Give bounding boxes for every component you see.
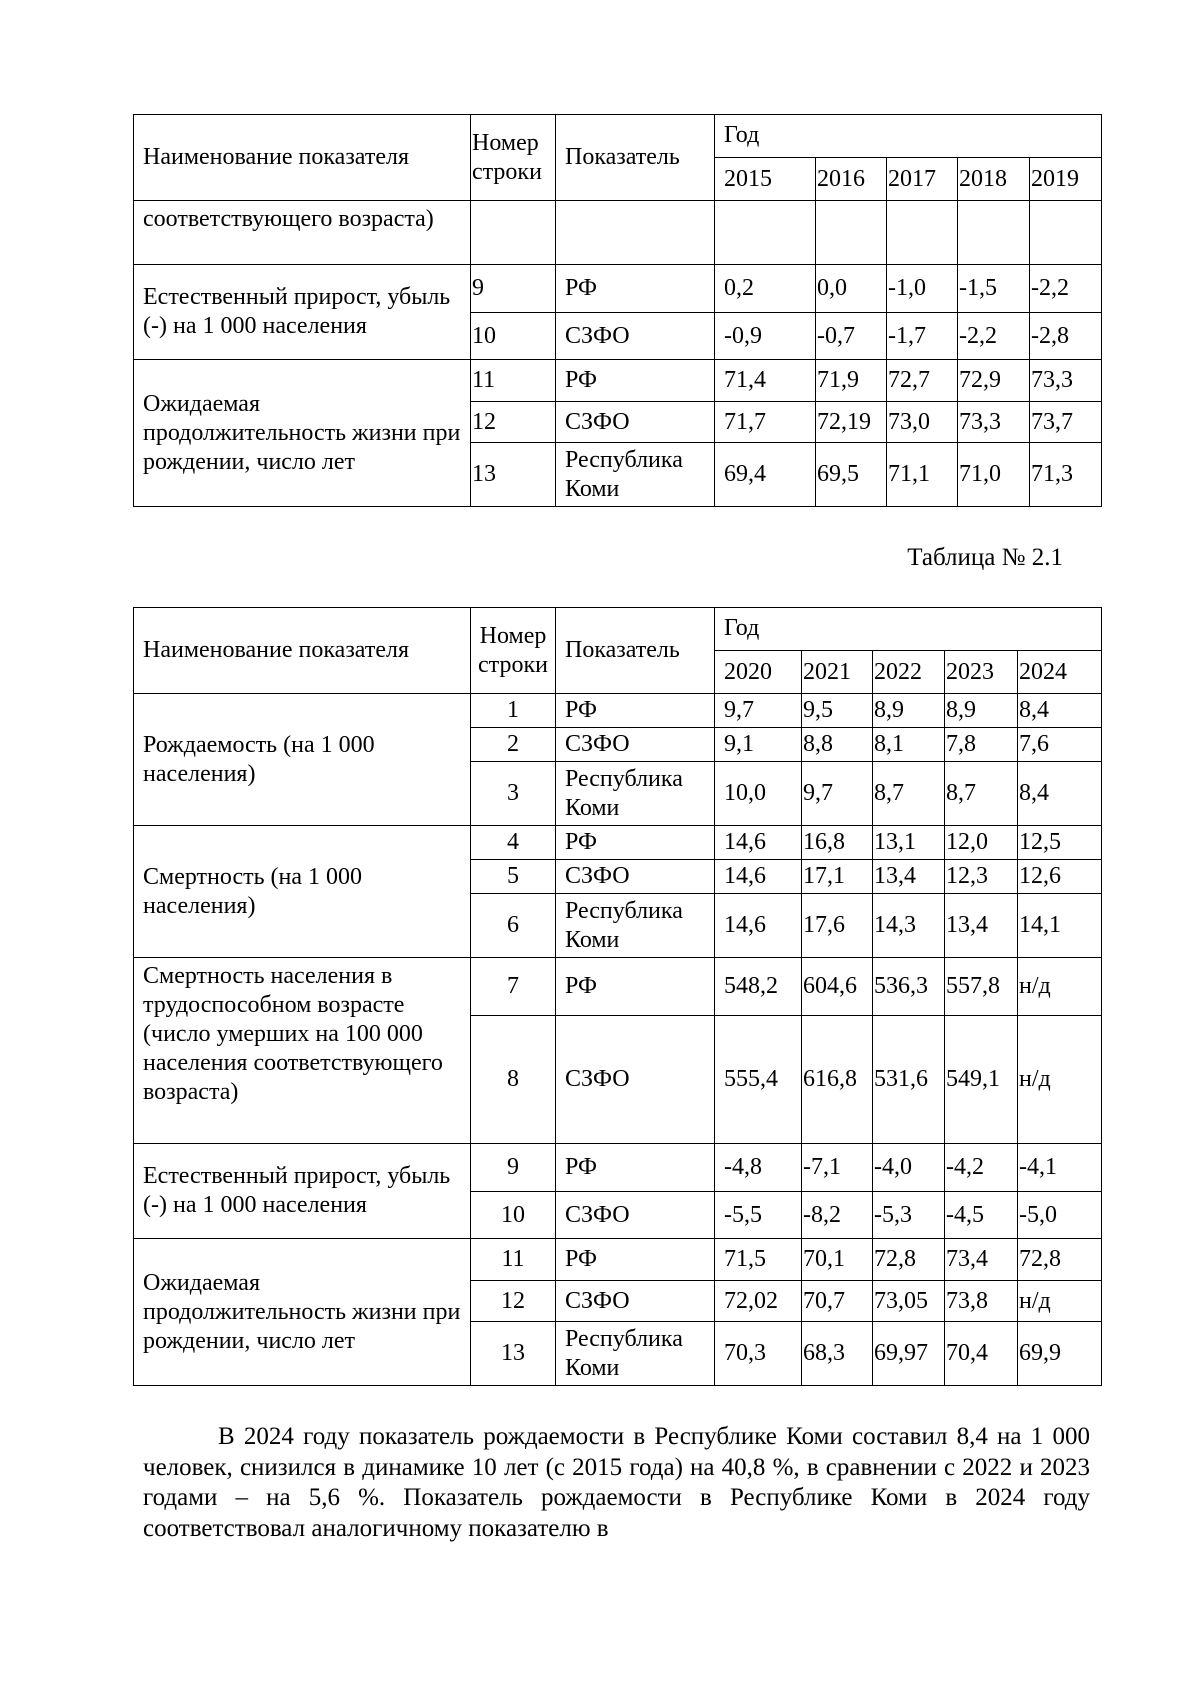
value-cell: -4,0 <box>873 1144 945 1192</box>
value-cell: -4,2 <box>945 1144 1018 1192</box>
indicator: СЗФО <box>556 402 715 443</box>
value-cell: -8,2 <box>802 1192 873 1239</box>
value-cell: 72,8 <box>873 1239 945 1281</box>
value-cell: 69,4 <box>715 443 816 507</box>
value-cell: 71,5 <box>715 1239 802 1281</box>
table-row <box>134 826 1102 860</box>
value-cell: 549,1 <box>945 1016 1018 1144</box>
value-cell: 71,0 <box>958 443 1030 507</box>
value-cell: 69,9 <box>1018 1322 1102 1386</box>
value-cell: 9,1 <box>715 728 802 762</box>
value-cell: -5,0 <box>1018 1192 1102 1239</box>
indicator: СЗФО <box>556 860 715 894</box>
value-cell: 9,7 <box>802 762 873 826</box>
value-cell: -1,7 <box>887 313 958 360</box>
header-row-number: Номер строки <box>471 115 556 201</box>
value-cell: 7,8 <box>945 728 1018 762</box>
value-cell: 72,9 <box>958 360 1030 402</box>
row-number: 3 <box>471 762 556 826</box>
value-cell: 8,9 <box>945 694 1018 728</box>
header-year-cell: 2021 <box>802 651 873 694</box>
row-number: 1 <box>471 694 556 728</box>
indicator: СЗФО <box>556 728 715 762</box>
value-cell: 71,7 <box>715 402 816 443</box>
value-cell: 14,6 <box>715 826 802 860</box>
group-name: Естественный прирост, убыль (-) на 1 000 населения <box>134 1144 471 1239</box>
row-number: 8 <box>471 1016 556 1144</box>
value-cell: 8,1 <box>873 728 945 762</box>
empty-cell <box>816 201 887 265</box>
table-row <box>134 958 1102 1016</box>
value-cell: 555,4 <box>715 1016 802 1144</box>
value-cell: 14,3 <box>873 894 945 958</box>
indicator: СЗФО <box>556 1281 715 1322</box>
table-row <box>134 1239 1102 1281</box>
indicator: РФ <box>556 1239 715 1281</box>
value-cell: 8,8 <box>802 728 873 762</box>
value-cell: 69,97 <box>873 1322 945 1386</box>
value-cell: 72,8 <box>1018 1239 1102 1281</box>
indicator: Республика Коми <box>556 1322 715 1386</box>
value-cell: н/д <box>1018 1281 1102 1322</box>
value-cell: 73,7 <box>1030 402 1102 443</box>
indicator: РФ <box>556 826 715 860</box>
row-number: 9 <box>471 265 556 313</box>
value-cell: 8,9 <box>873 694 945 728</box>
value-cell: 13,1 <box>873 826 945 860</box>
row-number: 2 <box>471 728 556 762</box>
value-cell: -4,8 <box>715 1144 802 1192</box>
group-name-continuation: соответствующего возраста) <box>134 201 471 265</box>
value-cell: 12,0 <box>945 826 1018 860</box>
value-cell: 548,2 <box>715 958 802 1016</box>
value-cell: 8,7 <box>945 762 1018 826</box>
indicator: РФ <box>556 694 715 728</box>
row-number: 7 <box>471 958 556 1016</box>
group-name: Смертность (на 1 000 населения) <box>134 826 471 958</box>
value-cell: 71,4 <box>715 360 816 402</box>
row-number: 5 <box>471 860 556 894</box>
row-number: 11 <box>471 1239 556 1281</box>
value-cell: 14,1 <box>1018 894 1102 958</box>
value-cell: 0,0 <box>816 265 887 313</box>
value-cell: 17,6 <box>802 894 873 958</box>
value-cell: 616,8 <box>802 1016 873 1144</box>
table-row <box>134 694 1102 728</box>
value-cell: 14,6 <box>715 860 802 894</box>
value-cell: 557,8 <box>945 958 1018 1016</box>
row-number: 6 <box>471 894 556 958</box>
header-year-cell: 2016 <box>816 158 887 201</box>
body-paragraph <box>143 1422 1090 1544</box>
value-cell: 8,4 <box>1018 762 1102 826</box>
value-cell: 73,0 <box>887 402 958 443</box>
indicator: СЗФО <box>556 313 715 360</box>
table-row <box>134 1144 1102 1192</box>
row-number: 13 <box>471 443 556 507</box>
value-cell: 71,1 <box>887 443 958 507</box>
value-cell: 16,8 <box>802 826 873 860</box>
value-cell: -1,5 <box>958 265 1030 313</box>
header-year-cell: 2018 <box>958 158 1030 201</box>
table-row <box>134 360 1102 402</box>
header-year-cell: 2023 <box>945 651 1018 694</box>
value-cell: н/д <box>1018 1016 1102 1144</box>
value-cell: 69,5 <box>816 443 887 507</box>
indicator: РФ <box>556 958 715 1016</box>
value-cell: 70,7 <box>802 1281 873 1322</box>
empty-cell <box>471 201 556 265</box>
indicator: СЗФО <box>556 1016 715 1144</box>
value-cell: 12,5 <box>1018 826 1102 860</box>
value-cell: 72,02 <box>715 1281 802 1322</box>
indicator: РФ <box>556 1144 715 1192</box>
value-cell: -5,5 <box>715 1192 802 1239</box>
value-cell: 8,7 <box>873 762 945 826</box>
value-cell: 536,3 <box>873 958 945 1016</box>
group-name: Рождаемость (на 1 000 населения) <box>134 694 471 826</box>
group-name: Ожидаемая продолжительность жизни при рождении, число лет <box>134 1239 471 1386</box>
group-name: Ожидаемая продолжительность жизни при рождении, число лет <box>134 360 471 507</box>
value-cell: 13,4 <box>945 894 1018 958</box>
value-cell: н/д <box>1018 958 1102 1016</box>
value-cell: 13,4 <box>873 860 945 894</box>
value-cell: -4,1 <box>1018 1144 1102 1192</box>
value-cell: 72,19 <box>816 402 887 443</box>
value-cell: 73,3 <box>1030 360 1102 402</box>
value-cell: -2,8 <box>1030 313 1102 360</box>
value-cell: 68,3 <box>802 1322 873 1386</box>
value-cell: 12,3 <box>945 860 1018 894</box>
value-cell: -1,0 <box>887 265 958 313</box>
value-cell: -2,2 <box>958 313 1030 360</box>
value-cell: 9,5 <box>802 694 873 728</box>
header-indicator: Показатель <box>556 115 715 201</box>
empty-cell <box>958 201 1030 265</box>
value-cell: 17,1 <box>802 860 873 894</box>
value-cell: 604,6 <box>802 958 873 1016</box>
header-year-cell: 2024 <box>1018 651 1102 694</box>
value-cell: 70,1 <box>802 1239 873 1281</box>
group-name: Естественный прирост, убыль (-) на 1 000 населения <box>134 265 471 360</box>
value-cell: 12,6 <box>1018 860 1102 894</box>
value-cell: 73,05 <box>873 1281 945 1322</box>
empty-cell <box>1030 201 1102 265</box>
group-name: Смертность населения в трудоспособном возрасте (число умерших на 100 000 населения соответствующего возраста) <box>134 958 471 1144</box>
row-number: 12 <box>471 402 556 443</box>
indicator: Республика Коми <box>556 894 715 958</box>
header-year-cell: 2017 <box>887 158 958 201</box>
table-caption: Таблица № 2.1 <box>907 544 1063 571</box>
value-cell: -4,5 <box>945 1192 1018 1239</box>
header-name: Наименование показателя <box>134 115 471 201</box>
value-cell: 73,4 <box>945 1239 1018 1281</box>
value-cell: 73,3 <box>958 402 1030 443</box>
value-cell: 71,9 <box>816 360 887 402</box>
value-cell: 10,0 <box>715 762 802 826</box>
value-cell: 73,8 <box>945 1281 1018 1322</box>
value-cell: -0,7 <box>816 313 887 360</box>
value-cell: 531,6 <box>873 1016 945 1144</box>
row-number: 4 <box>471 826 556 860</box>
value-cell: 71,3 <box>1030 443 1102 507</box>
header-indicator: Показатель <box>556 608 715 694</box>
header-year: Год <box>715 115 1102 158</box>
value-cell: 70,3 <box>715 1322 802 1386</box>
value-cell: 8,4 <box>1018 694 1102 728</box>
value-cell: 9,7 <box>715 694 802 728</box>
table-row <box>134 265 1102 313</box>
header-year: Год <box>715 608 1102 651</box>
value-cell: 72,7 <box>887 360 958 402</box>
value-cell: 14,6 <box>715 894 802 958</box>
row-number: 12 <box>471 1281 556 1322</box>
paragraph-text: В 2024 году показатель рождаемости в Республике Коми составил 8,4 на 1 000 человек, снизился в динамике 10 лет (с 2015 года) на 40,8 %, в сравнении с 2022 и 2023 годами – на 5,6 %. Показатель рождаемости в Республике Коми в 2024 году соответствовал аналогичному показателю в <box>143 1423 1090 1542</box>
row-number: 13 <box>471 1322 556 1386</box>
table-2020-2024 <box>133 607 1102 1386</box>
row-number: 10 <box>471 313 556 360</box>
indicator: СЗФО <box>556 1192 715 1239</box>
header-year-cell: 2022 <box>873 651 945 694</box>
indicator: РФ <box>556 265 715 313</box>
indicator: Республика Коми <box>556 443 715 507</box>
table-2015-2019 <box>133 114 1102 507</box>
empty-cell <box>715 201 816 265</box>
header-year-cell: 2019 <box>1030 158 1102 201</box>
indicator: РФ <box>556 360 715 402</box>
row-number: 9 <box>471 1144 556 1192</box>
value-cell: -0,9 <box>715 313 816 360</box>
value-cell: -7,1 <box>802 1144 873 1192</box>
row-number: 10 <box>471 1192 556 1239</box>
empty-cell <box>887 201 958 265</box>
value-cell: 70,4 <box>945 1322 1018 1386</box>
value-cell: 7,6 <box>1018 728 1102 762</box>
header-year-cell: 2015 <box>715 158 816 201</box>
row-number: 11 <box>471 360 556 402</box>
header-name: Наименование показателя <box>134 608 471 694</box>
indicator: Республика Коми <box>556 762 715 826</box>
value-cell: -2,2 <box>1030 265 1102 313</box>
value-cell: -5,3 <box>873 1192 945 1239</box>
empty-cell <box>556 201 715 265</box>
header-year-cell: 2020 <box>715 651 802 694</box>
value-cell: 0,2 <box>715 265 816 313</box>
header-row-number: Номер строки <box>471 608 556 694</box>
